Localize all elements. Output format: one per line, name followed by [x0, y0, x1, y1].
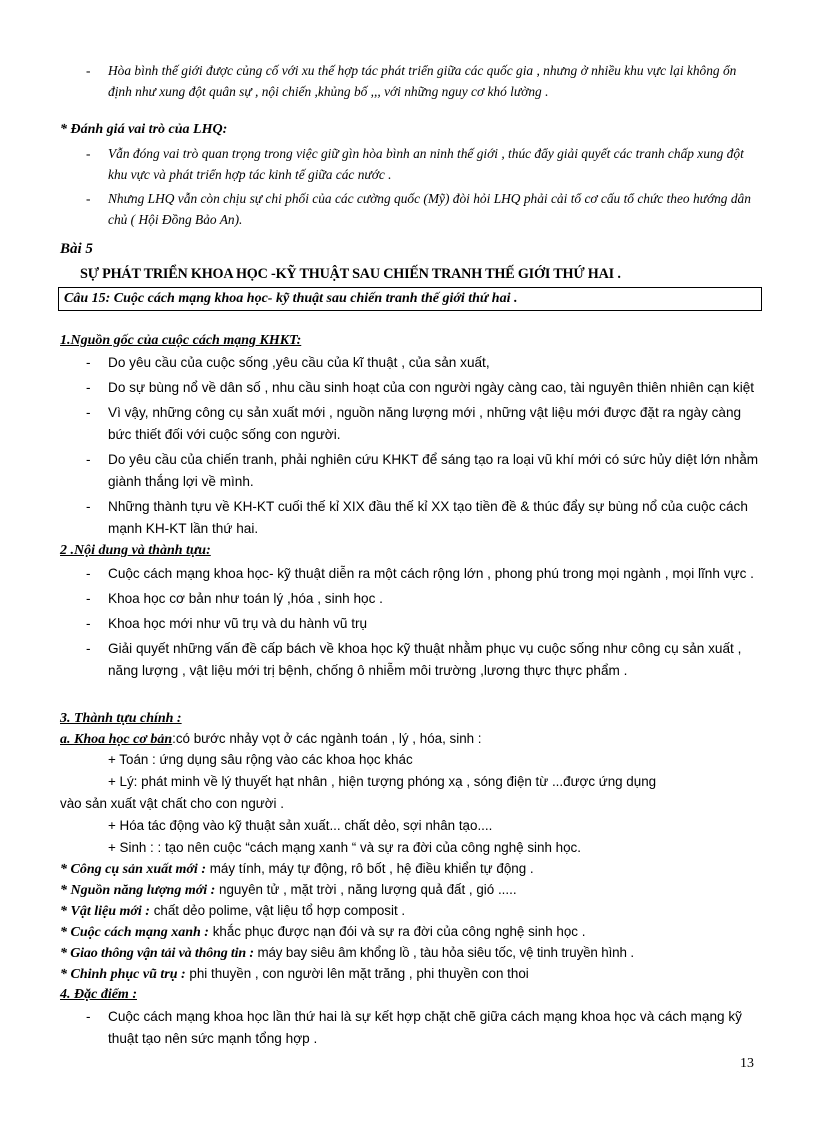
transport-line: * Giao thông vận tải và thông tin : máy bay siêu âm khổng lồ , tàu hỏa siêu tốc, vệ tinh truyền hình . [60, 945, 634, 961]
biology-line: + Sinh : : tạo nên cuộc “cách mạng xanh “ và sự ra đời của công nghệ sinh học. [108, 840, 581, 855]
features-heading: 4. Đặc điểm : [60, 987, 137, 1002]
list-item: - Cuộc cách mạng khoa học- kỹ thuật diễn ra một cách rộng lớn , phong phú trong mọi ngành , mọi lĩnh vực . [0, 563, 816, 585]
bullet-dash: - [86, 63, 91, 78]
bullet-dash: - [86, 591, 91, 606]
tools-line: * Công cụ sản xuất mới : máy tính, máy tự động, rô bốt , hệ điều khiển tự động . [60, 861, 534, 877]
question-box: Câu 15: Cuộc cách mạng khoa học- kỹ thuật sau chiến tranh thế giới thứ hai . [58, 287, 762, 311]
un-role-heading: * Đánh giá vai trò của LHQ: [60, 122, 228, 137]
bullet-dash: - [86, 1009, 91, 1024]
energy-line: * Nguồn năng lượng mới : nguyên tử , mặt trời , năng lượng quả đất , gió ..... [60, 882, 517, 898]
materials-line: * Vật liệu mới : chất dẻo polime, vật liệu tổ hợp composit . [60, 903, 406, 919]
bullet-dash: - [86, 641, 91, 656]
chemistry-line: + Hóa tác động vào kỹ thuật sản xuất... chất dẻo, sợi nhân tạo.... [108, 818, 493, 833]
list-item: - Khoa học mới như vũ trụ và du hành vũ trụ [0, 613, 816, 635]
list-item: - Do yêu cầu của chiến tranh, phải nghiên cứu KHKT để sáng tạo ra loại vũ khí mới có sức hủy diệt lớn nhằm giành thắng lợi về mình. [0, 449, 816, 493]
bullet-dash: - [86, 146, 91, 161]
physics-line-cont: vào sản xuất vật chất cho con người . [60, 796, 284, 811]
list-item: - Vì vậy, những công cụ sản xuất mới , nguồn năng lượng mới , những vật liệu mới được đặt ra ngày càng bức thiết đối với cuộc sống con người. [0, 402, 816, 446]
achievements-heading: 3. Thành tựu chính : [60, 711, 182, 726]
space-line: * Chinh phục vũ trụ : phi thuyền , con người lên mặt trăng , phi thuyền con thoi [60, 966, 529, 982]
list-item: - Do yêu cầu của cuộc sống ,yêu cầu của kĩ thuật , của sản xuất, [0, 352, 816, 374]
list-item: - Vẫn đóng vai trò quan trọng trong việc giữ gìn hòa bình an ninh thế giới , thúc đẩy giải quyết các tranh chấp xung đột khu vực và phát triển hợp tác kinh tế giữa các nước . [0, 143, 816, 185]
page-number: 13 [740, 1056, 754, 1071]
content-heading: 2 .Nội dung và thành tựu: [60, 543, 211, 558]
list-item: - Do sự bùng nổ về dân số , nhu cầu sinh hoạt của con người ngày càng cao, tài nguyên thiên nhiên cạn kiệt [0, 377, 816, 399]
list-item: - Khoa học cơ bản như toán lý ,hóa , sinh học . [0, 588, 816, 610]
basic-science-line: a. Khoa học cơ bản:có bước nhảy vọt ở các ngành toán , lý , hóa, sinh : [60, 731, 482, 747]
content-list [0, 563, 816, 685]
green-revolution-line: * Cuộc cách mạng xanh : khắc phục được nạn đói và sự ra đời của công nghệ sinh học . [60, 924, 586, 940]
bullet-dash: - [86, 380, 91, 395]
bullet-dash: - [86, 452, 91, 467]
bullet-dash: - [86, 499, 91, 514]
lesson-label: Bài 5 [60, 241, 93, 257]
bullet-dash: - [86, 405, 91, 420]
bullet-dash: - [86, 616, 91, 631]
origin-list [0, 352, 816, 543]
list-item: - Hòa bình thế giới được củng cố với xu thế hợp tác phát triển giữa các quốc gia , nhưng ở nhiều khu vực lại không ổn định như xung đột quân sự , nội chiến ,khủng bố ,,, với những nguy cơ khó lường . [0, 60, 816, 102]
list-item: - Nhưng LHQ vẫn còn chịu sự chi phối của các cường quốc (Mỹ) đòi hỏi LHQ phải cải tổ cơ cấu tổ chức theo hướng dân chủ ( Hội Đồng Bảo An). [0, 188, 816, 230]
un-role-list [0, 143, 816, 233]
bullet-dash: - [86, 191, 91, 206]
intro-list [0, 60, 816, 105]
list-item: - Những thành tựu về KH-KT cuối thế kỉ XIX đầu thế kỉ XX tạo tiền đề & thúc đẩy sự bùng nổ của cuộc cách mạnh KH-KT lần thứ hai. [0, 496, 816, 540]
physics-line: + Lý: phát minh về lý thuyết hạt nhân , hiện tượng phóng xạ , sóng điện từ ...được ứng dụng [108, 774, 657, 789]
features-list [0, 1006, 816, 1053]
bullet-dash: - [86, 355, 91, 370]
list-item: - Giải quyết những vấn đề cấp bách về khoa học kỹ thuật nhằm phục vụ cuộc sống như công cụ sản xuất , năng lượng , vật liệu mới trị bệnh, chống ô nhiễm môi trường ,lương thực thực phẩm . [0, 638, 816, 682]
math-line: + Toán : ứng dụng sâu rộng vào các khoa học khác [108, 752, 413, 767]
origin-heading: 1.Nguồn gốc của cuộc cách mạng KHKT: [60, 333, 302, 348]
bullet-dash: - [86, 566, 91, 581]
list-item: - Cuộc cách mạng khoa học lần thứ hai là sự kết hợp chặt chẽ giữa cách mạng khoa học và cách mạng kỹ thuật tạo nên sức mạnh tổng hợp . [0, 1006, 816, 1050]
lesson-title: SỰ PHÁT TRIỂN KHOA HỌC -KỸ THUẬT SAU CHIẾN TRANH THẾ GIỚI THỨ HAI . [80, 266, 621, 282]
